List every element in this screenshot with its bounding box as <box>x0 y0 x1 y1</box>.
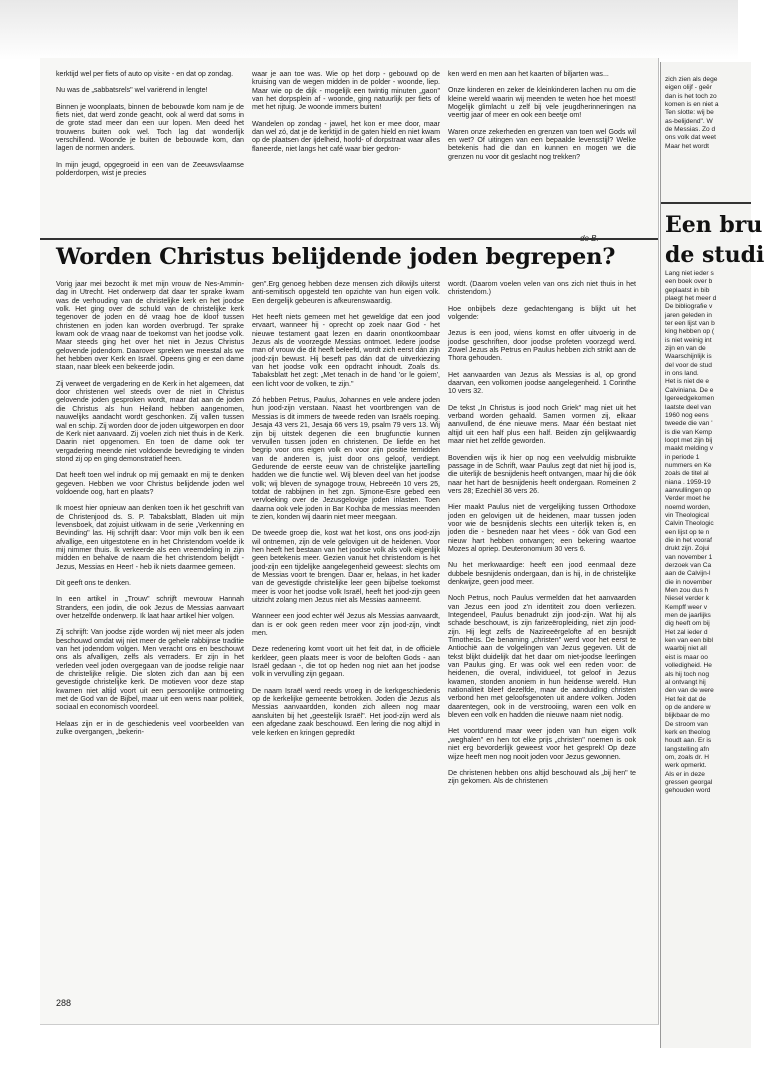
text-line: een boek over b <box>665 278 713 286</box>
text-line: Calviniana. De e <box>665 386 714 394</box>
magazine-page <box>40 58 659 1025</box>
text-line: langstelling afn <box>665 745 709 753</box>
text-line: tweede die van ' <box>665 420 713 428</box>
paragraph: De naam Israël werd reeds vroeg in de kerkgeschiedenis op de kerkelijke gemeente betrokken. Joden die Jezus als Messias aanvaardden, konden zich alleen nog maar aansluiten bij het „geestelijk Israël". Het jood-zijn werd als een afgedane zaak beschouwd. Een lering die nog altijd in vele kerken en kringen gepredikt <box>252 686 440 737</box>
next-page-title <box>665 210 764 270</box>
article-title: Worden Christus belijdende joden begrepen? <box>56 244 616 270</box>
paragraph: De tekst „In Christus is jood noch Griek" mag niet uit het verband worden gehaald. Samen vormen zij, elkaar aanvullend, de éne nieuwe mens. Maar één bestaat niet altijd uit een half plus een half. Beiden zijn gelijkwaardig maar niet het zelfde geworden. <box>448 403 636 446</box>
paragraph: Dat heeft toen wel indruk op mij gemaakt en mij te denken gegeven. Hebben we voor Christus belijdende joden wel voldoende oog, hart en plaats? <box>56 471 244 496</box>
paragraph: waar je aan toe was. Wie op het dorp - gebouwd op de kruising van de wegen midden in de polder - woonde, liep. Maar wie op de dijk - mogelijk een twintig minuten „gaon" van het dorpsplein af - woonde, ging natuurlijk per fiets of met het rijtuig. Je woonde immers buiten! <box>252 70 440 112</box>
text-line: Niesel verder k <box>665 595 709 603</box>
text-line: volledigheid. He <box>665 662 712 670</box>
text-line: die in het vooraf <box>665 537 712 544</box>
text-line: maakt melding v <box>665 445 714 453</box>
text-line: in ons land. <box>665 370 699 378</box>
text-line: plaegt het meer d <box>665 295 717 303</box>
article-column-2 <box>252 280 440 990</box>
title-line: de studi <box>665 242 764 268</box>
paragraph: Wandelen op zondag - jawel, het kon er mee door, maar dan wel zó, dat je de kerktijd in de gaten hield en niet kwam op de plaatsen der ijdelheid, hoofd- of dorpstraat waar alles flaneerde, niet langs het café waar bier gedron- <box>252 119 440 153</box>
text-line: Het zal ieder d <box>665 628 708 636</box>
text-line: 1960 nog eens <box>665 411 709 419</box>
paragraph: Ik moest hier opnieuw aan denken toen ik het geschrift van de Christenjood ds. S. P. Tabaksblatt, Bladen uit mijn levensboek, dat zojuist uitkwam in de serie „Verkenning en Bevinding" las. Hij schrijft daar: Voor mijn volk ben ik een afvallige, een uitgestotene en in het Christendom voelde ik mij nimmer thuis. Ik verkeerde als een vreemdeling in zijn midden en behalve de naam die het christendom belijdt - Jezus, Messias en Heer! - heb ik niets daarmee gemeen. <box>56 504 244 571</box>
paragraph: In mijn jeugd, opgegroeid in een van de Zeeuwsvlaamse polderdorpen, wist je precies <box>56 160 244 178</box>
paragraph: Het heeft niets gemeen met het geweldige dat een jood ervaart, wanneer hij - oprecht op zoek naar God - het nieuwe testament gaat lezen en daarin onontkoombaar Jezus als de voorzegde Messias ontmoet. Iedere joodse man of vrouw die dit heeft beleefd, wordt zich eerst dán zijn jood-zijn bewust. Hij beseft pas dán dat de uitverkiezing van het joodse volk een opdracht inhoudt. Zoals ds. Tabaksblatt het zegt: „Met tenach in de hand 'or le goiem', een licht voor de volken, te zijn." <box>252 313 440 388</box>
text-line: king hebben op ( <box>665 328 715 336</box>
text-line: is niet weinig int <box>665 336 712 344</box>
text-line: geplaatst in bib <box>665 286 710 294</box>
next-page-edge <box>660 62 764 1048</box>
text-line: De stroom van <box>665 720 708 728</box>
text-line: Ten slotte: wij be <box>665 109 714 117</box>
text-line: Kempff weer v <box>665 603 708 611</box>
paragraph: ken werd en men aan het kaarten of biljarten was... <box>448 70 609 78</box>
paragraph: De christenen hebben ons altijd beschouwd als „bij hen" te zijn gekomen. Als de christenen <box>448 768 636 786</box>
paragraph: Vorig jaar mei bezocht ik met mijn vrouw de Nes-Ammin-dag in Utrecht. Het onderwerp dat daar ter sprake kwam was de verhouding van de christelijke kerk en het joodse volk. Het ging over de schuld van de christelijke kerk tegenover de joden en dé vraag hoe de kloof tussen christenen en joden kan worden overbrugd. Ter sprake kwam ook de vraag naar de toekomst van het joodse volk. Maar steeds ging het over het niet in Jezus Christus gelovende jodendom. Daarover spreken we meestal als we het hebben over Kerk en Israël. Opeens ging er een dame staan, naar bleek een bekeerde jodin. <box>56 280 244 372</box>
text-line: as-belijdend". W <box>665 117 713 125</box>
next-page-body-text <box>665 270 716 796</box>
text-line: den van de were <box>665 687 714 695</box>
paragraph: Hoe onbijbels deze gedachtengang is blijkt uit het volgende: <box>448 304 636 322</box>
text-line: jaren geleden in <box>665 311 712 319</box>
text-line: als hij toch nog <box>665 670 709 678</box>
paragraph: Noch Petrus, noch Paulus vermelden dat het aanvaarden van Jezus een jood z'n identiteit zou doen verliezen. Integendeel, Paulus benadrukt zijn jood-zijn. Wat hij als schade beschouwt, is zijn farizeëropleiding, niet zijn jood-zijn. Hij legt zelfs de Nazireeërgelofte af en besnijdt Timotheüs. De benaming „christen" werd voor het eerst te Antiochië aan de volgelingen van Jezus gegeven. Uit de tekst blijkt duidelijk dat het daar om niet-joodse leerlingen van Paulus ging. Er was ook wel een reden voor: de heidenen, die overal, individueel, tot geloof in Jezus kwamen, stonden anoniem in hun heidense wereld. Hun nationaliteit bleef dezelfde, maar de aanduiding christen verbond hen met geloofsgenoten uit andere volken. Joden daarentegen, ook in de verstrooiing, waren een volk en bleven een volk en hadden die nieuwe naam niet nodig. <box>448 594 636 720</box>
paragraph: Jezus is een jood, wiens komst en offer uitvoerig in de joodse geschriften, door joodse profeten voorzegd werd. Zowel Jezus als Petrus en Paulus hebben zich strikt aan de Thora gehouden. <box>448 329 636 363</box>
text-line: waarbij niet all <box>665 645 707 653</box>
text-line: in periode 1 <box>665 453 700 461</box>
title-line: Een bru <box>665 212 763 238</box>
paragraph: kerktijd wel per fiets of auto op visite - en dat op zondag. <box>56 70 234 78</box>
next-page-rule <box>661 202 751 204</box>
text-line: nummers en Ke <box>665 461 712 469</box>
paragraph: De tweede groep die, kost wat het kost, ons ons jood-zijn wil ontnemen, zijn de vele gelovigen uit de heidenen. Voor hen heeft het bestaan van het joodse volk als volk eigenlijk geen betekenis meer. Gezien vanuit het christendom is het jood-zijn een tijdelijke aangelegenheid geweest: slechts om de Messias voort te brengen. Daar er, helaas, in het kader van de gevestigde christelijke leer geen bijbelse toekomst meer is voor het joodse volk Israël, heeft het jood-zijn geen uitzicht zolang men Jezus niet als Messias aanneemt. <box>252 529 440 605</box>
text-line: Waarschijnlijk is <box>665 353 712 361</box>
text-line: laatste deel van <box>665 403 712 411</box>
text-line: zoals de titel al <box>665 470 709 478</box>
paragraph: Het voortdurend maar weer joden van hun eigen volk „weghalen" en hen tot elke prijs „christen" noemen is ook niet erg bevorderlijk geweest voor het gesprek! Op deze wijze heeft men nog nooit joden voor Jezus gewonnen. <box>448 727 636 761</box>
paragraph: Zó hebben Petrus, Paulus, Johannes en vele andere joden hun jood-zijn verstaan. Naast het voortbrengen van de Messias is dit immers de tweede reden van Israëls roeping. Jesaja 43 vers 21, Jesaja 66 vers 19, psalm 79 vers 13. Wij zijn bij uitstek degenen die een brugfunctie kunnen vervullen tussen joden en christenen. De liefde en het begrip voor ons eigen volk en voor zijn positie temidden van de anderen is, juist door ons geloof, verdiept. Gedurende de eerste eeuw van de christelijke jaartelling hadden we die functie wel. Wij bleven deel van het joodse volk; wij bleven de synagoge trouw, Hebreeën 10 vers 25, totdat de rabbijnen in het zgn. Sjmone-Esre gebed een vervloeking over de Jezusgelovige joden inlasten. Toen daarna ook vele joden in Bar Kochba de messias meenden te zien, konden wij daarin niet meer meegaan. <box>252 396 440 521</box>
text-line: Calvin Theologic <box>665 520 714 528</box>
text-line: komen is en niet a <box>665 101 719 109</box>
text-line: werk opmerkt. <box>665 762 707 770</box>
text-line: derzoek van Ca <box>665 562 712 570</box>
text-line: aanvullingen op <box>665 486 712 494</box>
text-line: gehouden word <box>665 787 711 795</box>
text-line: ken van een bibl <box>665 637 714 645</box>
paragraph: Waren onze zekerheden en grenzen van toen wel Gods wil en wet? Of uitingen van een bepaalde levensstijl? Welke betekenis had die dan en kunnen en mogen we die grenzen nu voor dit geslacht nog trekken? <box>448 127 636 161</box>
scan-top-band <box>0 0 738 60</box>
top-column-1 <box>56 70 244 230</box>
text-line: eist is maar oo <box>665 653 708 661</box>
article-column-3 <box>448 280 636 990</box>
text-line: vin Theological <box>665 511 709 519</box>
article-column-1 <box>56 280 244 990</box>
text-line: op de andere w <box>665 703 711 711</box>
paragraph: Wanneer een jood echter wél Jezus als Messias aanvaardt, dan is er ook geen reden meer voor zijn jood-zijn, vindt men. <box>252 612 440 638</box>
paragraph: Helaas zijn er in de geschiedenis veel voorbeelden van zulke overgangen, „bekerin- <box>56 719 244 737</box>
text-line: zijn en van de <box>665 345 706 353</box>
text-line: men de jaarlijks <box>665 612 711 620</box>
text-line: houdt aan. Er is <box>665 737 712 745</box>
paragraph: Onze kinderen en zeker de kleinkinderen lachen nu om die kleine wereld waarin wij meenden te weten hoe het moest! Mogelijk glimlacht u zelf bij vele jeugdherinneringen na veertig jaar of meer en ook een beetje om! <box>448 86 636 120</box>
text-line: drukt zijn. Zojui <box>665 545 710 553</box>
paragraph: Zij schrijft: Van joodse zijde worden wij niet meer als joden beschouwd omdat wij niet meer de gehele rabbijnse traditie van het jodendom volgen. Men veracht ons en beschouwt ons als afvalligen, zelfs als verraders. Er zijn in het verleden veel joden overgegaan van de joodse religie naar de christelijke religie. Die sloten zich dan aan bij een gevestigde christelijke kerk. De motieven voor deze stap kwamen niet altijd voort uit een persoonlijke ontmoeting met de God van de Bijbel, maar uit een wens naar politiek, sociaal en economisch voordeel. <box>56 628 244 712</box>
top-column-3 <box>448 70 636 230</box>
paragraph: Nu was de „sabbatsrels" wel variërend in lengte! <box>56 86 208 95</box>
paragraph: Dit geeft ons te denken. <box>56 579 131 587</box>
text-line: Lang niet ieder s <box>665 270 714 277</box>
text-line: ons volk dat weet <box>665 134 716 142</box>
text-line: Verder moet he <box>665 495 711 503</box>
divider-rule <box>40 238 658 240</box>
text-line: aan de Calvijn-l <box>665 570 711 578</box>
text-line: ter een lijst van b <box>665 320 715 328</box>
text-line: eigen olijf - geër <box>665 84 712 92</box>
paragraph: Binnen je woonplaats, binnen de bebouwde kom nam je de fiets niet, dat werd zonde geacht, ook al werd dat soms in de grote stad meer dan een uur lopen. Men deed het trouwens buiten ook wel. Toch lag dat wonderlijk verschillend. Woonde je buiten de bebouwde kom, dan lagen de normen anders. <box>56 102 244 153</box>
paragraph: wordt. (Daarom voelen velen van ons zich niet thuis in het christendom.) <box>448 280 636 297</box>
text-line: is die van Kemp <box>665 428 712 436</box>
text-line: de Messias. Zo d <box>665 126 716 134</box>
paragraph: Nu het merkwaardige: heeft een jood eenmaal deze dubbele besnijdenis ondergaan, dan is hij, in de christelijke denkwijze, geen jood meer. <box>448 561 636 586</box>
text-line: lgereedgekomen <box>665 395 715 403</box>
text-line: kerk en theolog <box>665 728 711 736</box>
paragraph: Deze redenering komt voort uit het feit dat, in de officiële kerkleer, geen plaats meer is voor de beloften Gods - aan Israël gedaan -, die tot op heden nog niet aan het joodse volk in vervulling zijn gegaan. <box>252 645 440 679</box>
text-line: dig heeft om bij <box>665 620 710 628</box>
paragraph: Zij verweet de vergadering en de Kerk in het algemeen, dat door christenen wel steeds over de niet in Christus gelovende joden gesproken wordt, maar dat aan de joden die Christus als hun Heiland hebben aangenomen, nauwelijks aandacht wordt geschonken. Zij vallen tussen wal en schip. Zij worden door de joden uitgeworpen en door de Kerk niet aanvaard. Zij voelen zich niet thuis in de Kerk. Daarin niet opgenomen. En toen de dame ook ter vergadering meende niet voldoende bevrediging te vinden stond zij op en ging demonstratief heen. <box>56 379 244 463</box>
text-line: Het is niet de e <box>665 378 709 386</box>
page-number: 288 <box>56 998 72 1008</box>
text-line: van november 1 <box>665 553 713 561</box>
text-line: al ontvangt hij <box>665 678 706 686</box>
text-line: blijkbaar de mo <box>665 712 710 720</box>
top-column-2 <box>252 70 440 230</box>
text-line: noemd worden, <box>665 503 711 511</box>
next-page-top-text <box>665 76 719 151</box>
text-line: gressen georgal <box>665 778 713 786</box>
text-line: om, zoals dr. H <box>665 753 709 761</box>
text-line: dan is het toch zo <box>665 92 717 100</box>
text-line: De bibliografie v <box>665 303 713 311</box>
text-line: die in november <box>665 578 712 586</box>
text-line: een lijst op te n <box>665 528 710 536</box>
paragraph: gen".Erg genoeg hebben deze mensen zich dikwijls uiterst anti-semitisch opgesteld ten opzichte van hun eigen volk. Een dergelijk gebeuren is afkeurenswaardig. <box>252 280 440 305</box>
text-line: zich zien als dege <box>665 76 718 83</box>
paragraph: Het aanvaarden van Jezus als Messias is al, op grond daarvan, een volkomen joodse aangelegenheid. 1 Corinthe 10 vers 32. <box>448 370 636 396</box>
text-line: Het feit dat de <box>665 695 707 703</box>
paragraph: In een artikel in „Trouw" schrijft mevrouw Hannah Stranders, een jodin, die ook Jezus de Messias aanvaart over hetzelfde onderwerp. Ik laat haar artikel hier volgen. <box>56 595 244 621</box>
text-line: del voor de stud <box>665 361 712 369</box>
text-line: Men zou dus h <box>665 587 709 595</box>
paragraph: Hier maakt Paulus niet de vergelijking tussen Orthodoxe joden en gelovigen uit de heidenen, maar tussen joden voor wie de besnijdenis slechts een uiterlijk teken is, en joden die - besneden naar het vlees - óók van God een nieuw hart hebben ontvangen; een bekering waartoe Mozes al opriep. Deuteronomium 30 vers 6. <box>448 503 636 553</box>
text-line: Als er in deze <box>665 770 705 778</box>
text-line: loopt met zijn bij <box>665 436 713 444</box>
text-line: Maar het wordt <box>665 142 709 150</box>
text-line: niana . 1959-19 <box>665 478 711 486</box>
paragraph: Bovendien wijs ik hier op nog een veelvuldig misbruikte passage in de Schrift, waar Paulus zegt dat niet hij jood is, die uiterlijk de besnijdenis heeft ontvangen, maar hij die óók naar het hart de besnijdenis heeft ondergaan. Romeinen 2 vers 28; Ezechiël 36 vers 26. <box>448 453 636 495</box>
